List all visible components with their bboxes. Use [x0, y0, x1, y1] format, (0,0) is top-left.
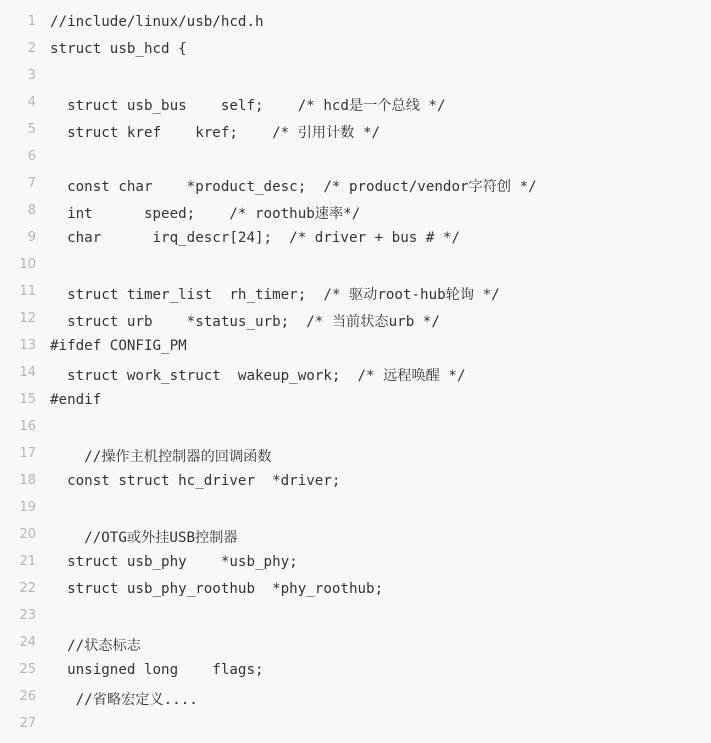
line-number: 14 — [19, 365, 36, 380]
line-number: 27 — [19, 716, 36, 731]
line-number: 13 — [19, 338, 36, 353]
code-text: //省略宏定义.... — [50, 692, 198, 708]
code-text: struct usb_bus self; /* hcd是一个总线 */ — [50, 98, 446, 114]
code-text: struct timer_list rh_timer; /* 驱动root-hub轮询 */ — [50, 287, 500, 303]
code-line — [0, 473, 711, 500]
code-line — [0, 635, 711, 662]
line-number: 25 — [19, 662, 36, 677]
code-text: //状态标志 — [50, 638, 141, 654]
line-number: 20 — [19, 527, 36, 542]
line-number: 15 — [19, 392, 36, 407]
code-line — [0, 203, 711, 230]
code-text: const char *product_desc; /* product/vendor字符创 */ — [50, 179, 537, 195]
line-number: 17 — [19, 446, 36, 461]
code-text: //操作主机控制器的回调函数 — [50, 449, 272, 465]
line-number: 10 — [19, 257, 36, 272]
line-number: 22 — [19, 581, 36, 596]
line-number: 4 — [27, 95, 36, 110]
code-line — [0, 176, 711, 203]
code-line — [0, 284, 711, 311]
code-line — [0, 716, 711, 743]
code-text: struct usb_hcd { — [50, 41, 187, 57]
line-number: 21 — [19, 554, 36, 569]
code-text: const struct hc_driver *driver; — [50, 473, 341, 489]
code-line — [0, 149, 711, 176]
code-line — [0, 14, 711, 41]
line-number: 1 — [27, 14, 36, 29]
code-text: struct kref kref; /* 引用计数 */ — [50, 125, 381, 141]
code-text: struct usb_phy *usb_phy; — [50, 554, 298, 570]
code-line — [0, 581, 711, 608]
code-line — [0, 527, 711, 554]
code-line — [0, 230, 711, 257]
code-line — [0, 500, 711, 527]
line-number: 16 — [19, 419, 36, 434]
code-text: char irq_descr[24]; /* driver + bus # */ — [50, 230, 460, 246]
code-line — [0, 554, 711, 581]
code-line — [0, 608, 711, 635]
code-block — [0, 14, 711, 743]
code-text: struct usb_phy_roothub *phy_roothub; — [50, 581, 384, 597]
code-line — [0, 446, 711, 473]
line-number: 6 — [27, 149, 36, 164]
line-number: 9 — [27, 230, 36, 245]
code-line — [0, 662, 711, 689]
code-text: #ifdef CONFIG_PM — [50, 338, 187, 354]
code-line — [0, 392, 711, 419]
code-text: struct work_struct wakeup_work; /* 远程唤醒 */ — [50, 368, 466, 384]
code-text: #endif — [50, 392, 102, 408]
code-line — [0, 419, 711, 446]
code-line — [0, 41, 711, 68]
code-line — [0, 311, 711, 338]
code-line — [0, 122, 711, 149]
code-line — [0, 689, 711, 716]
line-number: 12 — [19, 311, 36, 326]
line-number: 2 — [27, 41, 36, 56]
code-text: //OTG或外挂USB控制器 — [50, 530, 238, 546]
code-line — [0, 257, 711, 284]
line-number: 26 — [19, 689, 36, 704]
code-text: unsigned long flags; — [50, 662, 264, 678]
line-number: 11 — [19, 284, 36, 299]
code-line — [0, 95, 711, 122]
code-text: //include/linux/usb/hcd.h — [50, 14, 264, 30]
code-line — [0, 68, 711, 95]
line-number: 24 — [19, 635, 36, 650]
line-number: 5 — [27, 122, 36, 137]
line-number: 3 — [27, 68, 36, 83]
code-line — [0, 365, 711, 392]
line-number: 7 — [27, 176, 36, 191]
code-text: int speed; /* roothub速率*/ — [50, 206, 361, 222]
line-number: 8 — [27, 203, 36, 218]
line-number: 19 — [19, 500, 36, 515]
code-text: struct urb *status_urb; /* 当前状态urb */ — [50, 314, 440, 330]
line-number: 18 — [19, 473, 36, 488]
line-number: 23 — [19, 608, 36, 623]
code-line — [0, 338, 711, 365]
